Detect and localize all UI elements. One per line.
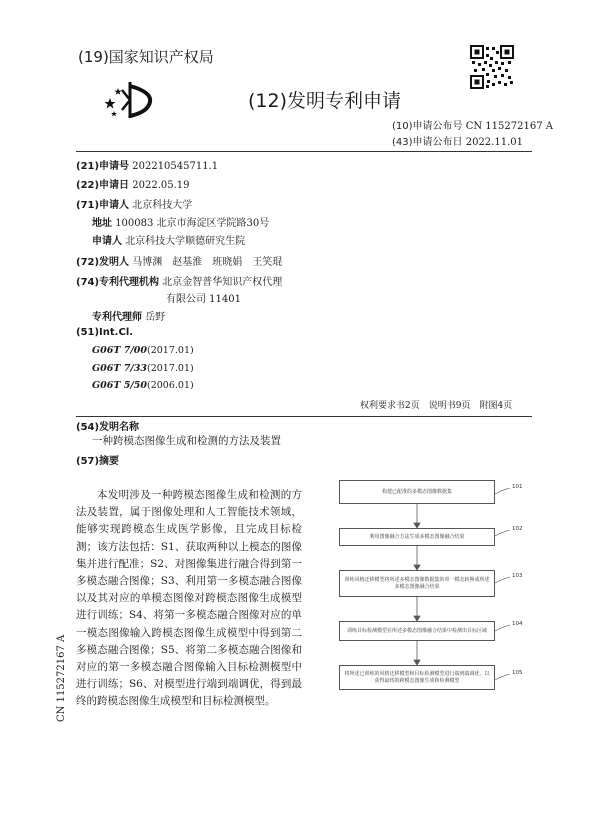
address-value: 100083 北京市海淀区学院路30号 [115,218,270,229]
applicant-secondary-label: 申请人 [92,236,122,247]
office-name: (19)国家知识产权局 [78,48,214,66]
application-date-value: 2022.05.19 [132,180,190,191]
header-divider [76,151,532,152]
publication-number [392,117,553,132]
ipc-year: (2017.01) [147,363,194,374]
section-divider [76,416,532,417]
abstract-text: 本发明涉及一种跨模态图像生成和检测的方法及装置，属于图像处理和人工智能技术领域，能够实现跨模态生成医学影像，且完成目标检测；该方法包括：S1、获取两种以上模态的图像集并进行配准；S2、对图像集进行融合得到第一多模态融合图像；S3、利用第一多模态融合图像以及其对应的单模态图像对跨模态图像生成模型进行训练；S4、将第一多模态融合图像对应的单一模态图像输入跨模态图像生成模型中得到第二多模态融合图像；S5、将第二多模态融合图像和对应的第一多模态融合图像输入目标检测模型中进行训练；S6、对模型进行端到端调优，得到最终的跨模态图像生成模型和目标检测模型。 [76,489,302,708]
ipc-year: (2006.01) [147,380,194,391]
applicant-secondary [92,232,245,247]
applicant-secondary-value: 北京科技大学顺德研究生院 [125,236,246,247]
abstract-label: (57)摘要 [76,456,120,467]
publication-number-label: (10)申请公布号 [392,121,463,132]
application-number-value: 202210545711.1 [132,161,219,172]
flowchart-step-number: 102 [512,526,523,532]
document-type: (12)发明专利申请 [248,90,402,112]
flowchart-step: 训练风格迁移模型将所述多模态图像数据集的单一模态转换成所述多模态图像融合结果 [339,570,495,597]
patent-agent [92,308,165,323]
patent-agency-line2 [166,290,241,305]
inventors-label: (72)发明人 [76,257,130,268]
inventors-value: 马博渊 赵基淮 班晓娟 王笑琨 [132,257,283,268]
address-label: 地址 [92,218,112,229]
invention-name-label: (54)发明名称 [76,422,140,433]
qr-code-icon [470,45,514,89]
patent-agent-value: 岳野 [145,312,166,323]
publication-date [392,133,523,148]
flowchart-step-number: 104 [512,621,523,627]
flowchart-step-number: 103 [512,573,523,579]
ipc-code: G06T 7/33 [92,363,148,374]
inventors [76,253,282,268]
ipc-year: (2017.01) [147,345,194,356]
patent-agency-value-line2: 有限公司 11401 [166,294,241,305]
publication-date-value: 2022.11.01 [465,137,523,148]
application-date [76,176,190,191]
patent-agency-value-line1: 北京金智普华知识产权代理 [162,277,283,288]
application-date-label: (22)申请日 [76,180,130,191]
int-cl-label: (51)Int.Cl. [76,327,134,338]
address [92,214,269,229]
application-number-label: (21)申请号 [76,161,130,172]
applicant-label: (71)申请人 [76,200,130,211]
applicant [76,196,192,211]
side-publication-number [48,612,88,722]
invention-title: 一种跨模态图像生成和检测的方法及装置 [92,435,281,447]
application-number [76,157,218,172]
patent-agent-label: 专利代理师 [92,312,142,323]
ipc-entry [92,380,194,391]
ipc-code: G06T 5/50 [92,380,148,391]
ipc-code: G06T 7/00 [92,345,148,356]
publication-number-value: CN 115272167 A [465,121,553,132]
cnipa-logo-icon [100,78,158,122]
flowchart-step: 将所述已训练的风格迁移模型和目标检测模型进行端到端调优，以获得最终的跨模态图像生成和检测模型 [339,665,495,690]
flowchart-step-number: 105 [512,670,523,676]
flowchart-step: 利用图像融合方法生成多模态图像融合结果 [339,528,495,546]
flowchart-step: 训练目标检测模型在所述多模态图像融合结果中检测出目标区域 [339,621,495,641]
side-publication-number-text: CN 115272167 A [56,634,67,722]
applicant-value: 北京科技大学 [132,200,193,211]
patent-agency [76,273,282,288]
invention-name-heading [76,418,139,433]
flowchart-step-number: 101 [512,484,523,490]
publication-date-label: (43)申请公布日 [392,137,463,148]
ipc-entry [92,363,194,374]
abstract-heading [76,452,119,467]
ipc-entry [92,345,194,356]
int-cl-heading [76,327,133,338]
page-count-info: 权利要求书2页 说明书9页 附图4页 [360,401,513,411]
flowchart-step: 构建已配准的多模态图像数据集 [339,480,495,504]
patent-agency-label: (74)专利代理机构 [76,277,160,288]
